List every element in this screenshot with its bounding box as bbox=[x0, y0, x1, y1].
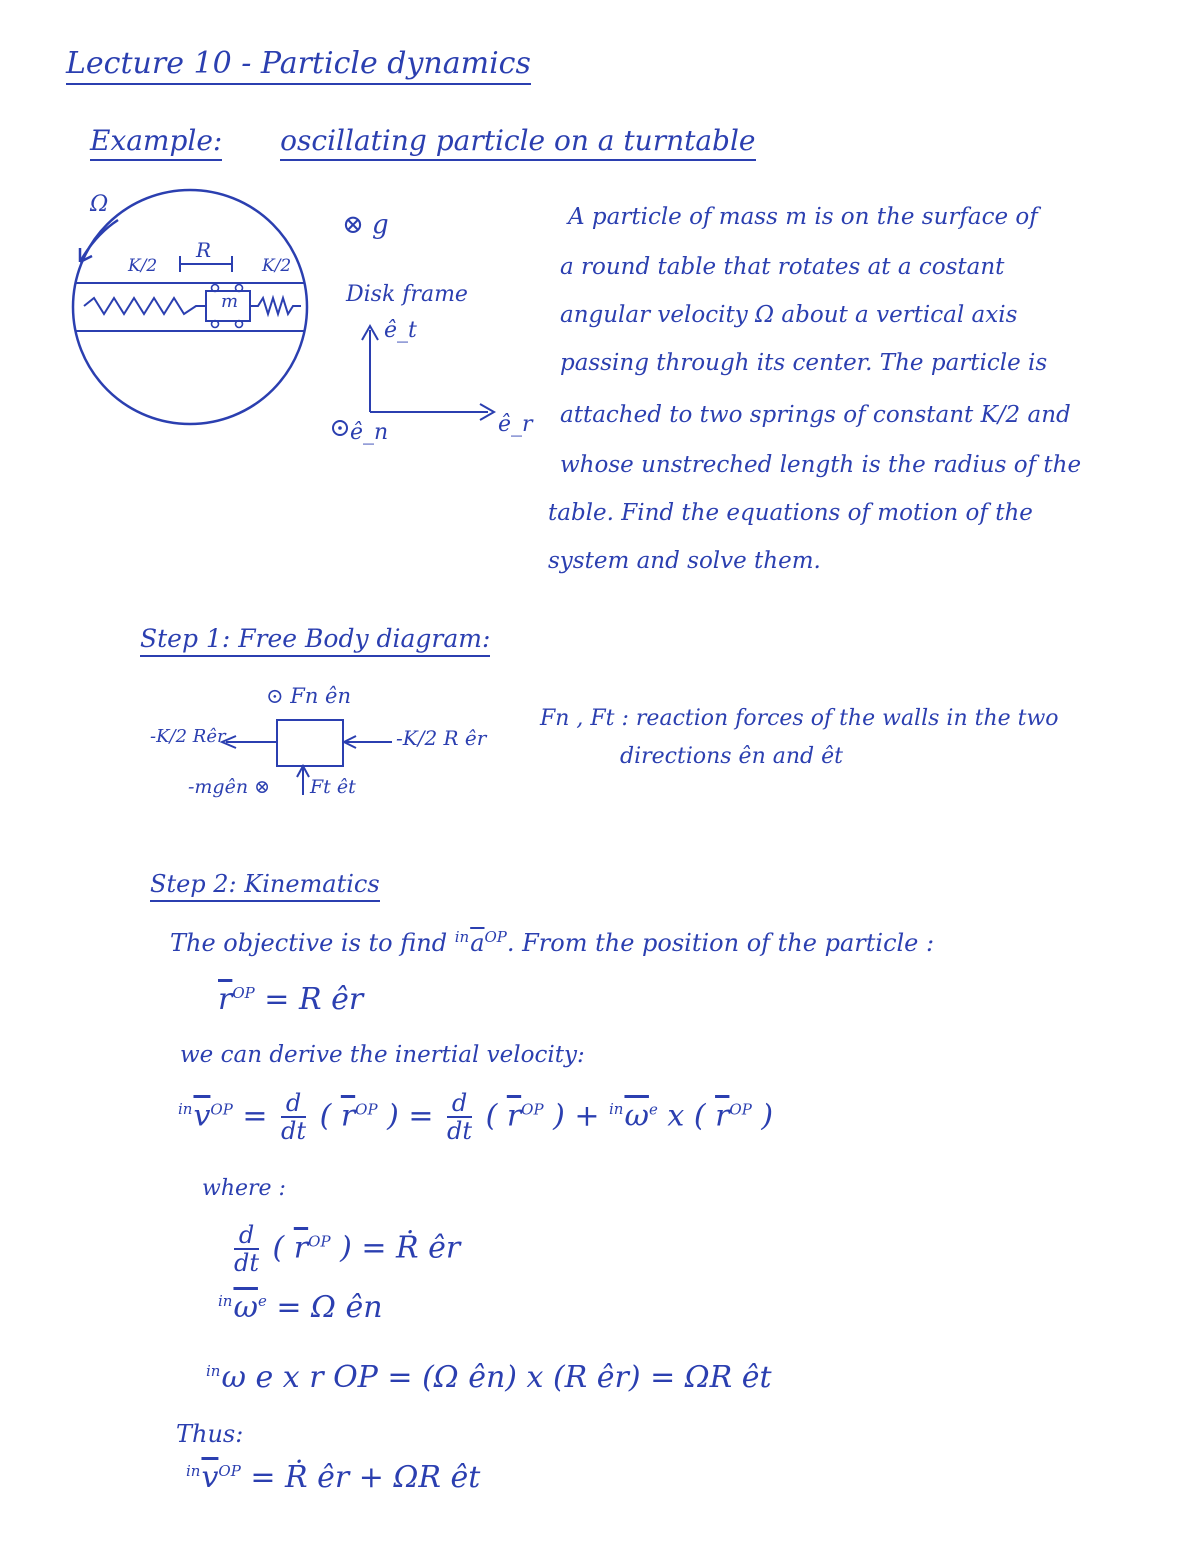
radius-label: R bbox=[196, 238, 212, 262]
axis-t-label: ê_t bbox=[384, 318, 417, 343]
frame-derivative: $\frac{d}{dt}$ bbox=[447, 1089, 473, 1146]
final-velocity-equation: $^{in}\overline{v}^{OP}$ = Ṙ êr + ΩR êt bbox=[186, 1460, 481, 1495]
problem-line: attached to two springs of constant K/2 and bbox=[560, 402, 1071, 428]
fbd-block bbox=[277, 720, 343, 766]
derive-text: we can derive the inertial velocity: bbox=[180, 1042, 585, 1068]
problem-line: angular velocity Ω about a vertical axis bbox=[560, 302, 1018, 328]
fbd-note-line1: Fn , Ft : reaction forces of the walls in the two bbox=[540, 706, 1059, 731]
step1-heading: Step 1: Free Body diagram: bbox=[140, 624, 490, 653]
where-label: where : bbox=[202, 1176, 286, 1201]
objective-line: The objective is to find $^{in}\overline{a}^{OP}$. From the position of the particle : bbox=[170, 928, 935, 957]
position-equation: $\overline{r}^{OP} = R$ êr bbox=[218, 982, 364, 1017]
fbd-force-left: -K/2 Rêr bbox=[150, 726, 226, 747]
omega-label: Ω bbox=[90, 192, 109, 217]
problem-line: passing through its center. The particle is bbox=[560, 350, 1048, 376]
problem-line: whose unstreched length is the radius of the bbox=[560, 452, 1082, 478]
spring-left-label: K/2 bbox=[128, 256, 158, 276]
fbd-force-bottom: Ft êt bbox=[310, 776, 356, 798]
left-spring bbox=[84, 298, 206, 314]
cross-product-equation: $^{in}$ω e x r OP = (Ω ên) x (R êr) = ΩR êt bbox=[206, 1360, 772, 1395]
mass-label: m bbox=[221, 291, 239, 312]
problem-line: A particle of mass m is on the surface of bbox=[568, 204, 1038, 230]
axis-n-label: ê_n bbox=[350, 420, 389, 445]
gravity-label: ⊗ g bbox=[342, 210, 389, 240]
thus-label: Thus: bbox=[176, 1420, 244, 1448]
problem-line: system and solve them. bbox=[548, 548, 821, 574]
example-label: Example: bbox=[90, 124, 222, 161]
disk-frame-label: Disk frame bbox=[346, 282, 468, 307]
fbd-note-line2: directions ên and êt bbox=[620, 744, 843, 769]
derivative-equation: $\frac{d}{dt}$ ( $\overline{r}^{OP}$ ) = Ṙ êr bbox=[234, 1221, 461, 1278]
spring-right-label: K/2 bbox=[262, 256, 292, 276]
problem-line: a round table that rotates at a costant bbox=[560, 254, 1005, 280]
step2-heading: Step 2: Kinematics bbox=[150, 870, 380, 898]
axis-r-label: ê_r bbox=[498, 412, 533, 437]
right-spring bbox=[250, 298, 301, 314]
problem-line: table. Find the equations of motion of the bbox=[548, 500, 1033, 526]
fbd-force-weight: -mgên ⊗ bbox=[188, 776, 271, 798]
fbd-force-top: ⊙ Fn ên bbox=[266, 684, 351, 708]
omega-equation: $^{in}\overline{\omega}^e = \Omega$ ên bbox=[218, 1290, 383, 1325]
fbd-force-right: -K/2 R êr bbox=[396, 726, 487, 750]
lecture-title: Lecture 10 - Particle dynamics bbox=[66, 46, 531, 81]
inertial-derivative: $\frac{d}{dt}$ bbox=[281, 1089, 307, 1146]
example-subject: oscillating particle on a turntable bbox=[280, 124, 755, 161]
velocity-equation: $^{in}\overline{v}^{OP}$ = $\frac{d}{dt}$ ( $\overline{r}^{OP}$ ) = $\frac{d}{dt}$ ( $\overline{r}^{OP}$ ) + $^{in}\overline{\omega}^e$ x ( $\overline{r}^{OP}$ ) bbox=[178, 1089, 774, 1146]
